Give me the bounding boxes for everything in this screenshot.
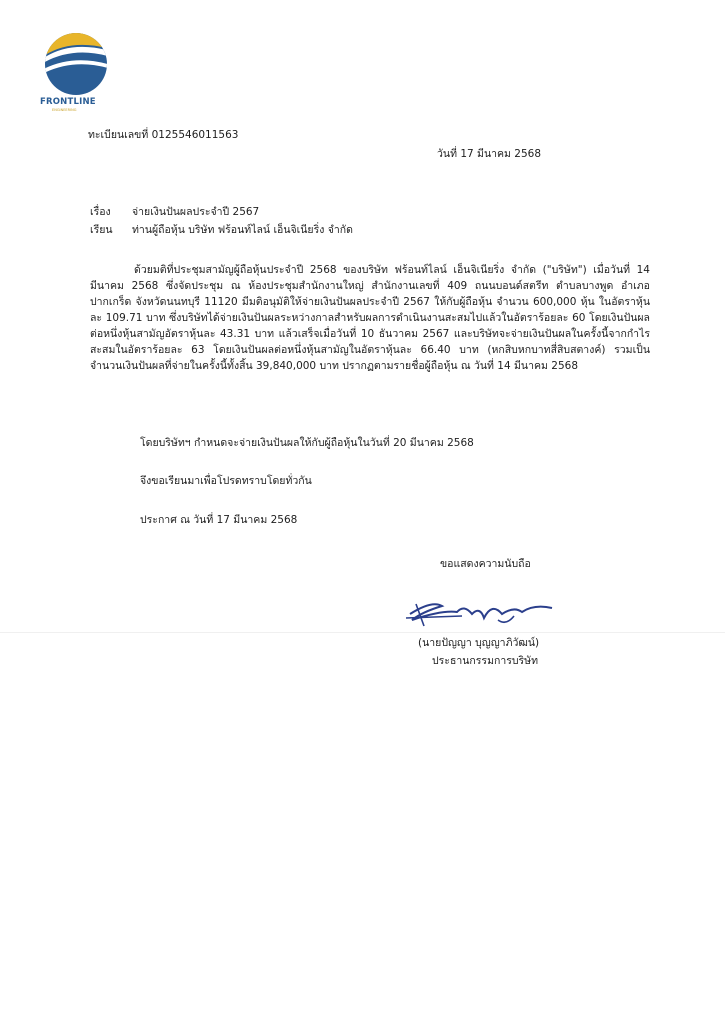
logo-brand-text: FRONTLINE [40,97,96,107]
logo-tagline: ENGINEERING [52,108,77,112]
signer-title: ประธานกรรมการบริษัท [432,655,539,667]
inform-note: จึงขอเรียนมาเพื่อโปรดทราบโดยทั่วกัน [140,475,312,487]
recipient-text: ท่านผู้ถือหุ้น บริษัท ฟร้อนท์ไลน์ เอ็นจิเนียริ่ง จำกัด [132,224,353,236]
letter-date: วันที่ 17 มีนาคม 2568 [437,148,542,160]
scan-line [0,632,725,633]
registration-number: ทะเบียนเลขที่ 0125546011563 [88,129,239,141]
body-paragraph: ด้วยมติที่ประชุมสามัญผู้ถือหุ้นประจำปี 2568 ของบริษัท ฟร้อนท์ไลน์ เอ็นจิเนียริ่ง จำกัด ("บริษัท") เมื่อวันที่ 14 มีนาคม 2568 ซึ่งจัดประชุม ณ ห้องประชุมสำนักงานใหญ่ สำนักงานเลขที่ 409 ถนนบอนด์สตรีท ตำบลบางพูด อำเภอปากเกร็ด จังหวัดนนทบุรี 11120 มีมติอนุมัติให้จ่ายเงินปันผลประจำปี 2567 ให้กับผู้ถือหุ้น จำนวน 600,000 หุ้น ในอัตราหุ้นละ 109.71 บาท ซึ่งบริษัทได้จ่ายเงินปันผลระหว่างกาลสำหรับผลการดำเนินงานสะสมไปแล้วในอัตราร้อยละ 60 โดยเงินปันผลต่อหนึ่งหุ้นสามัญอัตราหุ้นละ 43.31 บาท แล้วเสร็จเมื่อวันที่ 10 ธันวาคม 2567 และบริษัทจะจ่ายเงินปันผลในครั้งนี้จากกำไรสะสมในอัตราร้อยละ 63 โดยเงินปันผลต่อหนึ่งหุ้นสามัญในอัตราหุ้นละ 66.40 บาท (หกสิบหกบาทสี่สิบสตางค์) รวมเป็นจำนวนเงินปันผลที่จ่ายในครั้งนี้ทั้งสิ้น 39,840,000 บาท ปรากฏตามรายชื่อผู้ถือหุ้น ณ วันที่ 14 มีนาคม 2568 [90,264,650,372]
recipient-label: เรียน [90,224,113,236]
payment-note: โดยบริษัทฯ กำหนดจะจ่ายเงินปันผลให้กับผู้ถือหุ้นในวันที่ 20 มีนาคม 2568 [140,437,474,449]
subject-text: จ่ายเงินปันผลประจำปี 2567 [132,206,260,218]
subject-label: เรื่อง [90,206,111,218]
announce-note: ประกาศ ณ วันที่ 17 มีนาคม 2568 [140,514,298,526]
logo-emblem-icon [38,30,114,98]
signature [402,592,557,632]
closing-text: ขอแสดงความนับถือ [440,558,531,570]
signer-name: (นายปัญญา บุญญาภิวัฒน์) [418,637,540,649]
